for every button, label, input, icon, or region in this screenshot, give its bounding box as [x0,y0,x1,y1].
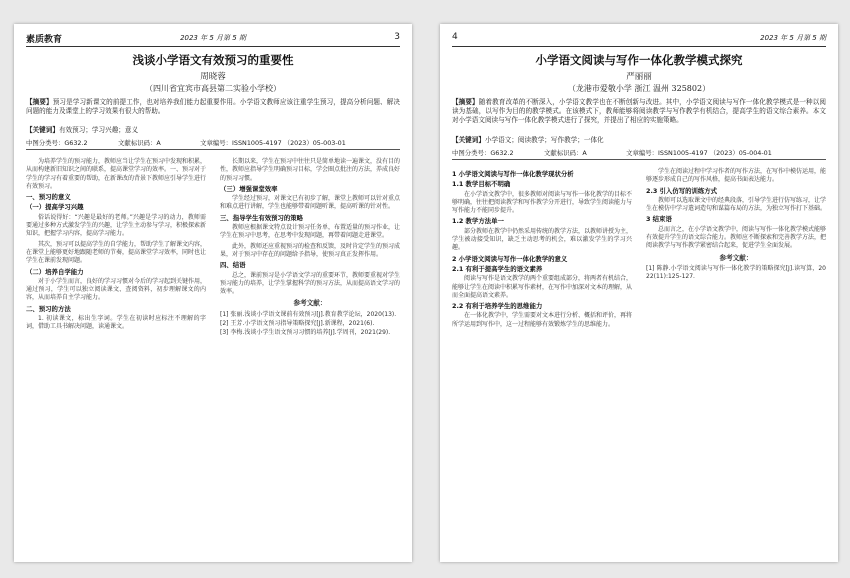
reference-item: [1] 陈静.小学语文阅读与写作一体化教学的策略探究[J].读写算，2022(11):125-127. [646,264,826,281]
paragraph: 教师应根据课文特点设计预习任务单，布置适量的预习作业，让学生在预习中思考，在思考中发现问题，再带着问题走进课堂。 [220,224,401,240]
section-heading: 一、预习的意义 [26,193,71,202]
paragraph: 学生经过预习，对课文已有初步了解，课堂上教师可以针对重点和难点进行讲解，学生也能够带着问题听课，提高听课的针对性。 [220,195,401,211]
paragraph: 总之，课前预习是小学语文学习的重要环节，教师要重视对学生预习能力的培养，让学生掌握科学的预习方法，从而提高语文学习的效率。 [220,271,401,296]
abstract [452,98,826,124]
subsection-heading: （二）培养自学能力 [26,267,84,276]
paragraph: 为培养学生的预习能力，教师应当让学生在预习中发现和积累，从而构建新旧知识之间的联系，提高课堂学习的效率。一、预习对于学生的学习有着重要的帮助，在新课改的背景下教师应引导学生进行有效预习。 [26,158,207,190]
references-title: 参考文献： [719,253,753,262]
abstract-label: 【摘要】 [452,98,479,106]
paragraph: 教师可以选取课文中的经典段落，引导学生进行仿写练习，让学生在模仿中学习遣词造句和谋篇布局的方法，为独立写作打下基础。 [646,196,827,213]
abstract-label: 【摘要】 [26,98,53,106]
subsection-heading: （一）提高学习兴趣 [26,203,84,212]
subsection-heading: 2.3 引入仿写的训练方式 [646,186,718,195]
section-heading: 四、结语 [220,261,246,270]
subsection-heading: 2.1 有利于提高学生的语文素养 [452,264,543,273]
article-meta [452,148,826,160]
body-column-2 [220,158,400,339]
paragraph: 总而言之，在小学语文教学中，阅读与写作一体化教学模式能够有效提升学生的语文综合能力。教师应不断探索和完善教学方法，把阅读教学与写作教学紧密结合起来，促进学生全面发展。 [646,225,827,250]
page-header [452,32,826,47]
body-column-1 [452,168,632,331]
abstract [26,98,400,116]
page-header [26,32,400,47]
journal-page-left [14,24,412,562]
section-heading: 2 小学语文阅读与写作一体化教学的意义 [452,254,568,263]
paragraph: 对于小学生而言，良好的学习习惯对今后的学习起到关键作用，通过预习，学生可以独立阅读课文、查阅资料，初步理解课文的内容，从而培养自主学习能力。 [26,277,207,302]
doc-code: 文献标识码：A [118,139,161,147]
issue-label: 2023 年 5 月第 5 期 [180,34,246,42]
paragraph: 1. 初读课文，标出生字词。学生在初读时应标注不理解的字词，借助工具书解决问题，读通课文。 [26,315,206,331]
issn: 文章编号：ISSN1005-4197 （2023）05-003-01 [200,139,346,147]
paragraph: 阅读与写作是语文教学的两个重要组成部分，将两者有机结合，能够让学生在阅读中积累写作素材，在写作中加深对文本的理解，从而全面提高语文素养。 [452,275,633,299]
page-number: 3 [394,32,400,42]
paragraph: 部分教师在教学中仍然采用传统的教学方法，以教师讲授为主，学生被动接受知识，缺乏主动思考的机会，难以激发学生的学习兴趣。 [452,227,633,252]
paragraph: 学生在阅读过程中学习作者的写作方法，在写作中模仿运用，能够逐步形成自己的写作风格，提高书面表达能力。 [646,168,827,184]
paragraph: 俗话说得好：“兴趣是最好的老师。”兴趣是学习的动力，教师需要通过多种方式激发学生的兴趣，让学生主动参与学习，积极探索新知识，把握学习内容，提高学习能力。 [26,213,207,238]
section-heading: 3 结束语 [646,215,672,224]
article-title: 浅谈小学语文有效预习的重要性 [132,53,294,67]
references-title: 参考文献： [293,299,327,308]
article-title: 小学语文阅读与写作一体化教学模式探究 [535,53,743,67]
paragraph: 其次，预习可以提高学生的自学能力，帮助学生了解课文内容，在课堂上能够更好地跟随老师的节奏，提高课堂学习效率，同时也让学生在课前发现问题。 [26,240,207,265]
section-heading: 三、指导学生有效预习的策略 [220,213,304,222]
section-heading: （三）增强课堂效率 [220,184,278,193]
keywords [26,126,400,135]
paragraph: 在小学语文教学中，很多教师对阅读与写作一体化教学的目标不够明确，往往把阅读教学和写作教学分开进行，导致学生阅读能力与写作能力不能同步提升。 [452,190,633,215]
paragraph: 长期以来，学生在预习中往往只是简单地读一遍课文，没有目的性，教师应指导学生明确预习目标，学会圈点批注的方法，养成良好的预习习惯。 [220,158,401,182]
article-meta [26,138,400,150]
author-name: 周晓蓉 [200,72,226,82]
keywords-text: 小学语文；阅读教学；写作教学；一体化 [484,136,604,144]
body-column-2 [646,168,826,283]
abstract-text: 预习是学习新课文的前提工作，也对培养我们能力起重要作用。小学语文教师应该注重学生预习，提高分析问题、解决问题的能力及课堂上的学习效果有很大的帮助。 [26,98,401,115]
reference-item: [2] 王芳.小学语文预习指导策略探究[J].新课程，2021(6). [220,320,375,328]
section-heading: 1 小学语文阅读与写作一体化教学现状分析 [452,170,574,178]
reference-item: [3] 李梅.浅谈小学生语文预习习惯的培养[J].学周刊，2021(29). [220,329,391,337]
paragraph: 在一体化教学中，学生需要对文本进行分析、概括和评价，再将所学运用到写作中，这一过程能够有效锻炼学生的思维能力。 [452,312,633,328]
author-name: 严丽丽 [626,72,652,82]
subsection-heading: 2.2 有利于培养学生的思维能力 [452,302,543,311]
journal-name: 素质教育 [26,35,63,45]
paragraph: 此外，教师还应重视预习的检查和反馈，及时肯定学生的预习成果，对于预习中存在的问题给予指导，使预习真正发挥作用。 [220,242,401,258]
doc-code: 文献标识码：A [544,149,587,157]
class-number: 中图分类号：G632.2 [452,149,514,157]
issue-label: 2023 年 5 月第 5 期 [760,34,826,42]
author-affiliation: （四川省宜宾市高县第二实验小学校） [145,84,281,93]
page-number: 4 [452,32,458,42]
keywords-label: 【关键词】 [452,136,485,144]
body-column-1 [26,158,206,334]
subsection-heading: 1.2 教学方法单一 [452,217,504,226]
section-heading: 二、预习的方法 [26,304,71,313]
class-number: 中图分类号：G632.2 [26,139,88,147]
reference-item: [1] 张丽.浅谈小学语文课前有效预习[J].教育教学论坛，2020(13). [220,310,397,318]
author-affiliation: （龙港市爱敬小学 浙江 温州 325802） [567,84,711,93]
abstract-text: 随着教育改革的不断深入，小学语文教学也在不断创新与改进。其中，小学语文阅读与写作一体化教学模式是一种以阅读为基础，以写作为目的的教学模式。在该模式下，教师能够将阅读教学与写作教学有机结合，提高学生的语文综合素养。本文对小学语文阅读与写作一体化教学模式进行了探究，并提出了相应的实施策略。 [452,98,827,124]
keywords-text: 有效预习；学习兴趣；意义 [58,126,139,134]
issn: 文章编号：ISSN1005-4197 （2023）05-004-01 [626,149,772,157]
subsection-heading: 1.1 教学目标不明确 [452,180,511,189]
keywords-label: 【关键词】 [26,126,59,134]
journal-page-right [440,24,838,562]
keywords [452,136,826,145]
